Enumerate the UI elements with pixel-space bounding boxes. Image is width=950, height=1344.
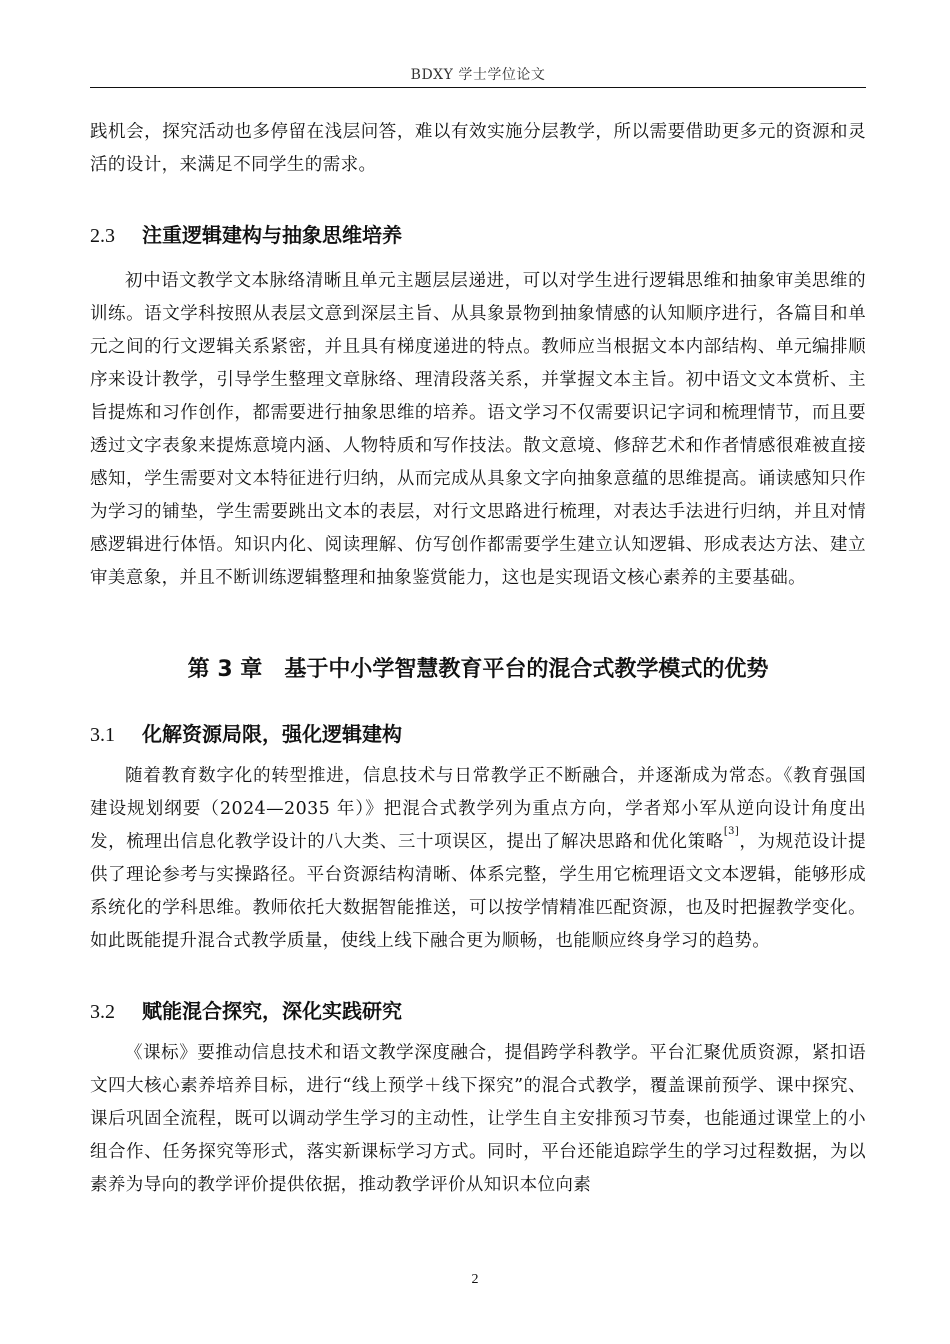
page-number: 2: [471, 1272, 479, 1287]
chapter-number: 第 3 章: [187, 657, 263, 682]
section-number: 3.1: [90, 724, 115, 746]
citation-reference[interactable]: [3]: [723, 826, 740, 837]
paragraph-text: 随着教育数字化的转型推进，信息技术与日常教学正不断融合，并逐渐成为常态。《教育强国建设规划纲要（2024—2035 年）》把混合式教学列为重点方向，学者郑小军从逆向设计角度出发，梳理出信息化教学设计的八大类、三十项误区，提出了解决思路和优化策略: [90, 766, 866, 852]
running-header: BDXY 学士学位论文: [410, 67, 546, 83]
paragraph-3-1: [90, 760, 866, 958]
section-heading-3-2: [90, 996, 866, 1027]
section-title: 注重逻辑建构与抽象思维培养: [142, 223, 402, 247]
section-number: 2.3: [90, 225, 115, 247]
section-heading-3-1: [90, 719, 866, 750]
chapter-title: 基于中小学智慧教育平台的混合式教学模式的优势: [284, 657, 769, 682]
paragraph-3-2: 《课标》要推动信息技术和语文教学深度融合，提倡跨学科教学。平台汇聚优质资源，紧扣语文四大核心素养培养目标，进行“线上预学＋线下探究”的混合式教学，覆盖课前预学、课中探究、课后巩固全流程，既可以调动学生学习的主动性，让学生自主安排预习节奏，也能通过课堂上的小组合作、任务探究等形式，落实新课标学习方式。同时，平台还能追踪学生的学习过程数据，为以素养为导向的教学评价提供依据，推动教学评价从知识本位向素: [90, 1043, 866, 1195]
paragraph-continuation: 践机会，探究活动也多停留在浅层问答，难以有效实施分层教学，所以需要借助更多元的资源和灵活的设计，来满足不同学生的需求。: [90, 122, 866, 175]
section-number: 3.2: [90, 1001, 115, 1023]
page-content: [90, 110, 866, 1202]
paragraph-text: ，为规范设计提供了理论参考与实操路径。平台资源结构清晰、体系完整，学生用它梳理语文文本逻辑，能够形成系统化的学科思维。教师依托大数据智能推送，可以按学情精准匹配资源，也及时把握教学变化。如此既能提升混合式教学质量，使线上线下融合更为顺畅，也能顺应终身学习的趋势。: [90, 832, 866, 951]
section-title: 赋能混合探究，深化实践研究: [142, 999, 402, 1023]
paragraph-2-3: 初中语文教学文本脉络清晰且单元主题层层递进，可以对学生进行逻辑思维和抽象审美思维的训练。语文学科按照从表层文意到深层主旨、从具象景物到抽象情感的认知顺序进行，各篇目和单元之间的行文逻辑关系紧密，并且具有梯度递进的特点。教师应当根据文本内部结构、单元编排顺序来设计教学，引导学生整理文章脉络、理清段落关系，并掌握文本主旨。初中语文文本赏析、主旨提炼和习作创作，都需要进行抽象思维的培养。语文学习不仅需要识记字词和梳理情节，而且要透过文字表象来提炼意境内涵、人物特质和写作技法。散文意境、修辞艺术和作者情感很难被直接感知，学生需要对文本特征进行归纳，从而完成从具象文字向抽象意蕴的思维提高。诵读感知只作为学习的铺垫，学生需要跳出文本的表层，对行文思路进行梳理，对表达手法进行归纳，并且对情感逻辑进行体悟。知识内化、阅读理解、仿写创作都需要学生建立认知逻辑、形成表达方法、建立审美意象，并且不断训练逻辑整理和抽象鉴赏能力，这也是实现语文核心素养的主要基础。: [90, 271, 866, 588]
header-rule: [90, 87, 866, 88]
chapter-heading-3: [90, 653, 866, 687]
section-title: 化解资源局限，强化逻辑建构: [142, 722, 402, 746]
section-heading-2-3: [90, 220, 866, 251]
